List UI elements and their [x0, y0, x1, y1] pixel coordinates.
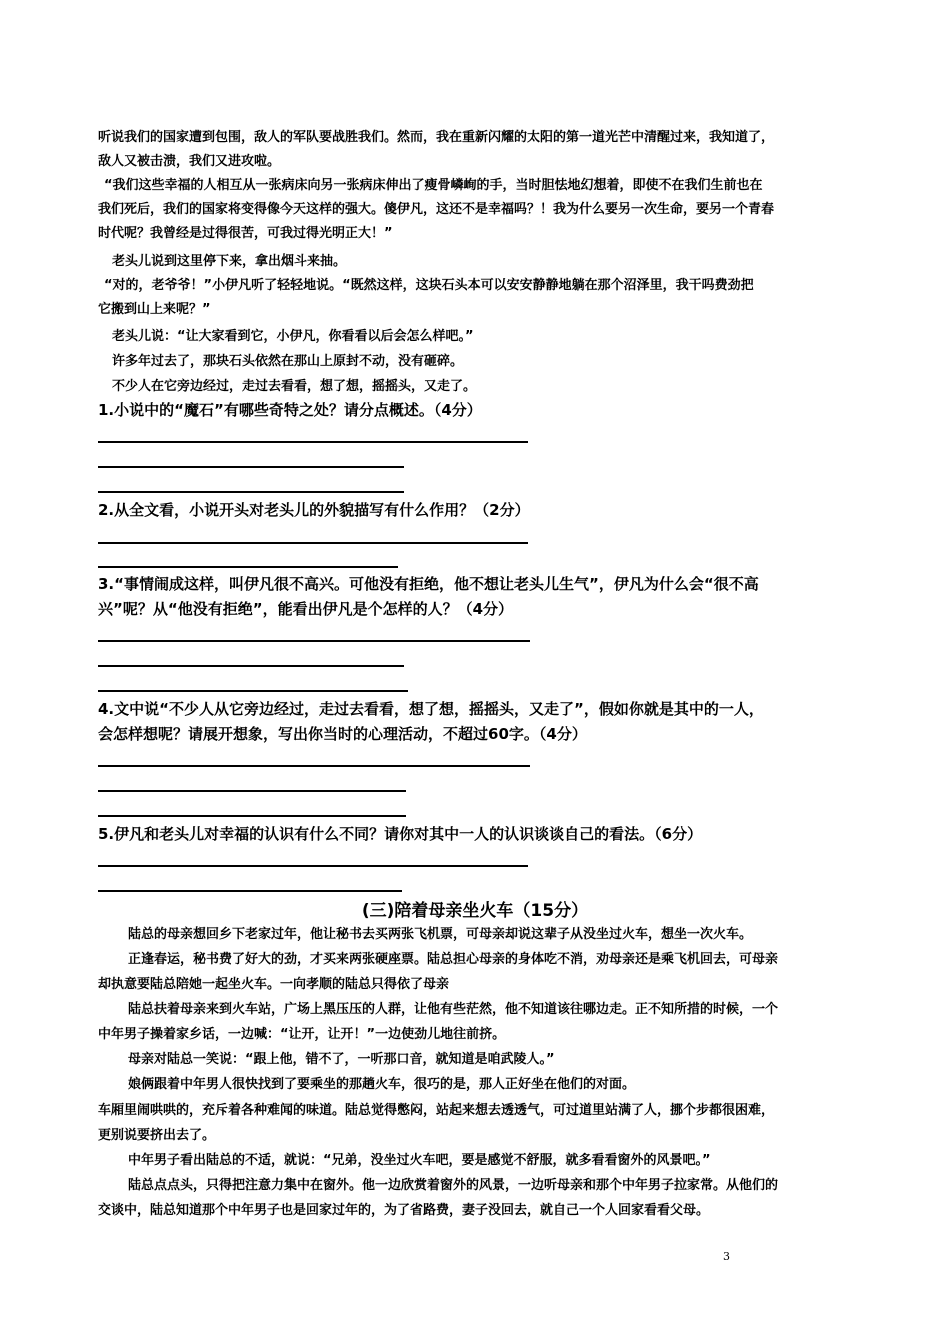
answer-line[interactable] [98, 665, 404, 667]
answer-line[interactable] [98, 466, 404, 468]
story-paragraph: 我们死后，我们的国家将变得像今天这样的强大。傻伊凡，这还不是幸福吗？！我为什么要另一次生命，要另一个青春 [98, 202, 775, 217]
answer-line[interactable] [98, 566, 398, 568]
page-number: 3 [723, 1250, 730, 1263]
question-1: 1.小说中的“魔石”有哪些奇特之处？请分点概述。（4分） [98, 401, 482, 419]
section-paragraph: 车厢里闹哄哄的，充斥着各种难闻的味道。陆总觉得憋闷，站起来想去透透气，可过道里站满了人，挪个步都很困难， [98, 1103, 775, 1118]
story-paragraph: 不少人在它旁边经过，走过去看看，想了想，摇摇头，又走了。 [112, 379, 477, 394]
story-paragraph: 许多年过去了，那块石头依然在那山上原封不动，没有砸碎。 [112, 354, 464, 369]
answer-line[interactable] [98, 765, 530, 767]
question-4-line-2: 会怎样想呢？请展开想象，写出你当时的心理活动，不超过60字。（4分） [98, 725, 587, 743]
question-2: 2.从全文看，小说开头对老头儿的外貌描写有什么作用？（2分） [98, 501, 530, 519]
question-3-line-2: 兴”呢？从“他没有拒绝”，能看出伊凡是个怎样的人？（4分） [98, 600, 514, 618]
section-paragraph: 娘俩跟着中年男人很快找到了要乘坐的那趟火车，很巧的是，那人正好坐在他们的对面。 [128, 1077, 636, 1092]
story-paragraph: 老头儿说：“让大家看到它，小伊凡，你看看以后会怎么样吧。” [112, 329, 474, 344]
section-paragraph: 却执意要陆总陪她一起坐火车。一向孝顺的陆总只得依了母亲 [98, 977, 450, 992]
story-paragraph: 敌人又被击溃，我们又进攻啦。 [98, 154, 281, 169]
section-paragraph: 正逢春运，秘书费了好大的劲，才买来两张硬座票。陆总担心母亲的身体吃不消，劝母亲还是乘飞机回去，可母亲 [128, 952, 779, 967]
answer-line[interactable] [98, 790, 406, 792]
section-paragraph: 母亲对陆总一笑说：“跟上他，错不了，一听那口音，就知道是咱武陵人。” [128, 1052, 555, 1067]
section-paragraph: 陆总的母亲想回乡下老家过年，他让秘书去买两张飞机票，可母亲却说这辈子从没坐过火车，想坐一次火车。 [128, 927, 753, 942]
question-3-line-1: 3.“事情闹成这样，叫伊凡很不高兴。可他没有拒绝，他不想让老头儿生气”，伊凡为什么会“很不高 [98, 575, 759, 593]
story-paragraph: 老头儿说到这里停下来，拿出烟斗来抽。 [112, 254, 347, 269]
section-paragraph: 中年男子操着家乡话，一边喊：“让开，让开！”一边使劲儿地往前挤。 [98, 1027, 506, 1042]
story-paragraph: 它搬到山上来呢？” [98, 302, 211, 317]
answer-line[interactable] [98, 491, 404, 493]
answer-line[interactable] [98, 542, 528, 544]
section-paragraph: 更别说要挤出去了。 [98, 1128, 216, 1143]
answer-line[interactable] [98, 890, 402, 892]
section-paragraph: 陆总点点头，只得把注意力集中在窗外。他一边欣赏着窗外的风景，一边听母亲和那个中年男子拉家常。从他们的 [128, 1178, 779, 1193]
question-5: 5.伊凡和老头儿对幸福的认识有什么不同？请你对其中一人的认识谈谈自己的看法。（6分） [98, 825, 703, 843]
section-title: (三)陪着母亲坐火车（15分） [361, 901, 589, 921]
section-paragraph: 中年男子看出陆总的不适，就说：“兄弟，没坐过火车吧，要是感觉不舒服，就多看看窗外的风景吧。” [128, 1153, 711, 1168]
story-paragraph: 听说我们的国家遭到包围，敌人的军队要战胜我们。然而，我在重新闪耀的太阳的第一道光芒中清醒过来，我知道了， [98, 130, 775, 145]
answer-line[interactable] [98, 690, 408, 692]
answer-line[interactable] [98, 441, 528, 443]
section-paragraph: 陆总扶着母亲来到火车站，广场上黑压压的人群，让他有些茫然，他不知道该往哪边走。正不知所措的时候，一个 [128, 1002, 779, 1017]
story-paragraph: 时代呢？我曾经是过得很苦，可我过得光明正大！” [98, 226, 393, 241]
question-4-line-1: 4.文中说“不少人从它旁边经过，走过去看看，想了想，摇摇头，又走了”，假如你就是其中的一人， [98, 700, 764, 718]
answer-line[interactable] [98, 865, 528, 867]
section-paragraph: 交谈中，陆总知道那个中年男子也是回家过年的，为了省路费，妻子没回去，就自己一个人回家看看父母。 [98, 1203, 710, 1218]
answer-line[interactable] [98, 815, 406, 817]
story-paragraph: “我们这些幸福的人相互从一张病床向另一张病床伸出了瘦骨嶙峋的手，当时胆怯地幻想着，即使不在我们生前也在 [104, 178, 763, 193]
story-paragraph: “对的，老爷爷！”小伊凡听了轻轻地说。“既然这样，这块石头本可以安安静静地躺在那个沼泽里，我干吗费劲把 [104, 278, 754, 293]
answer-line[interactable] [98, 640, 530, 642]
